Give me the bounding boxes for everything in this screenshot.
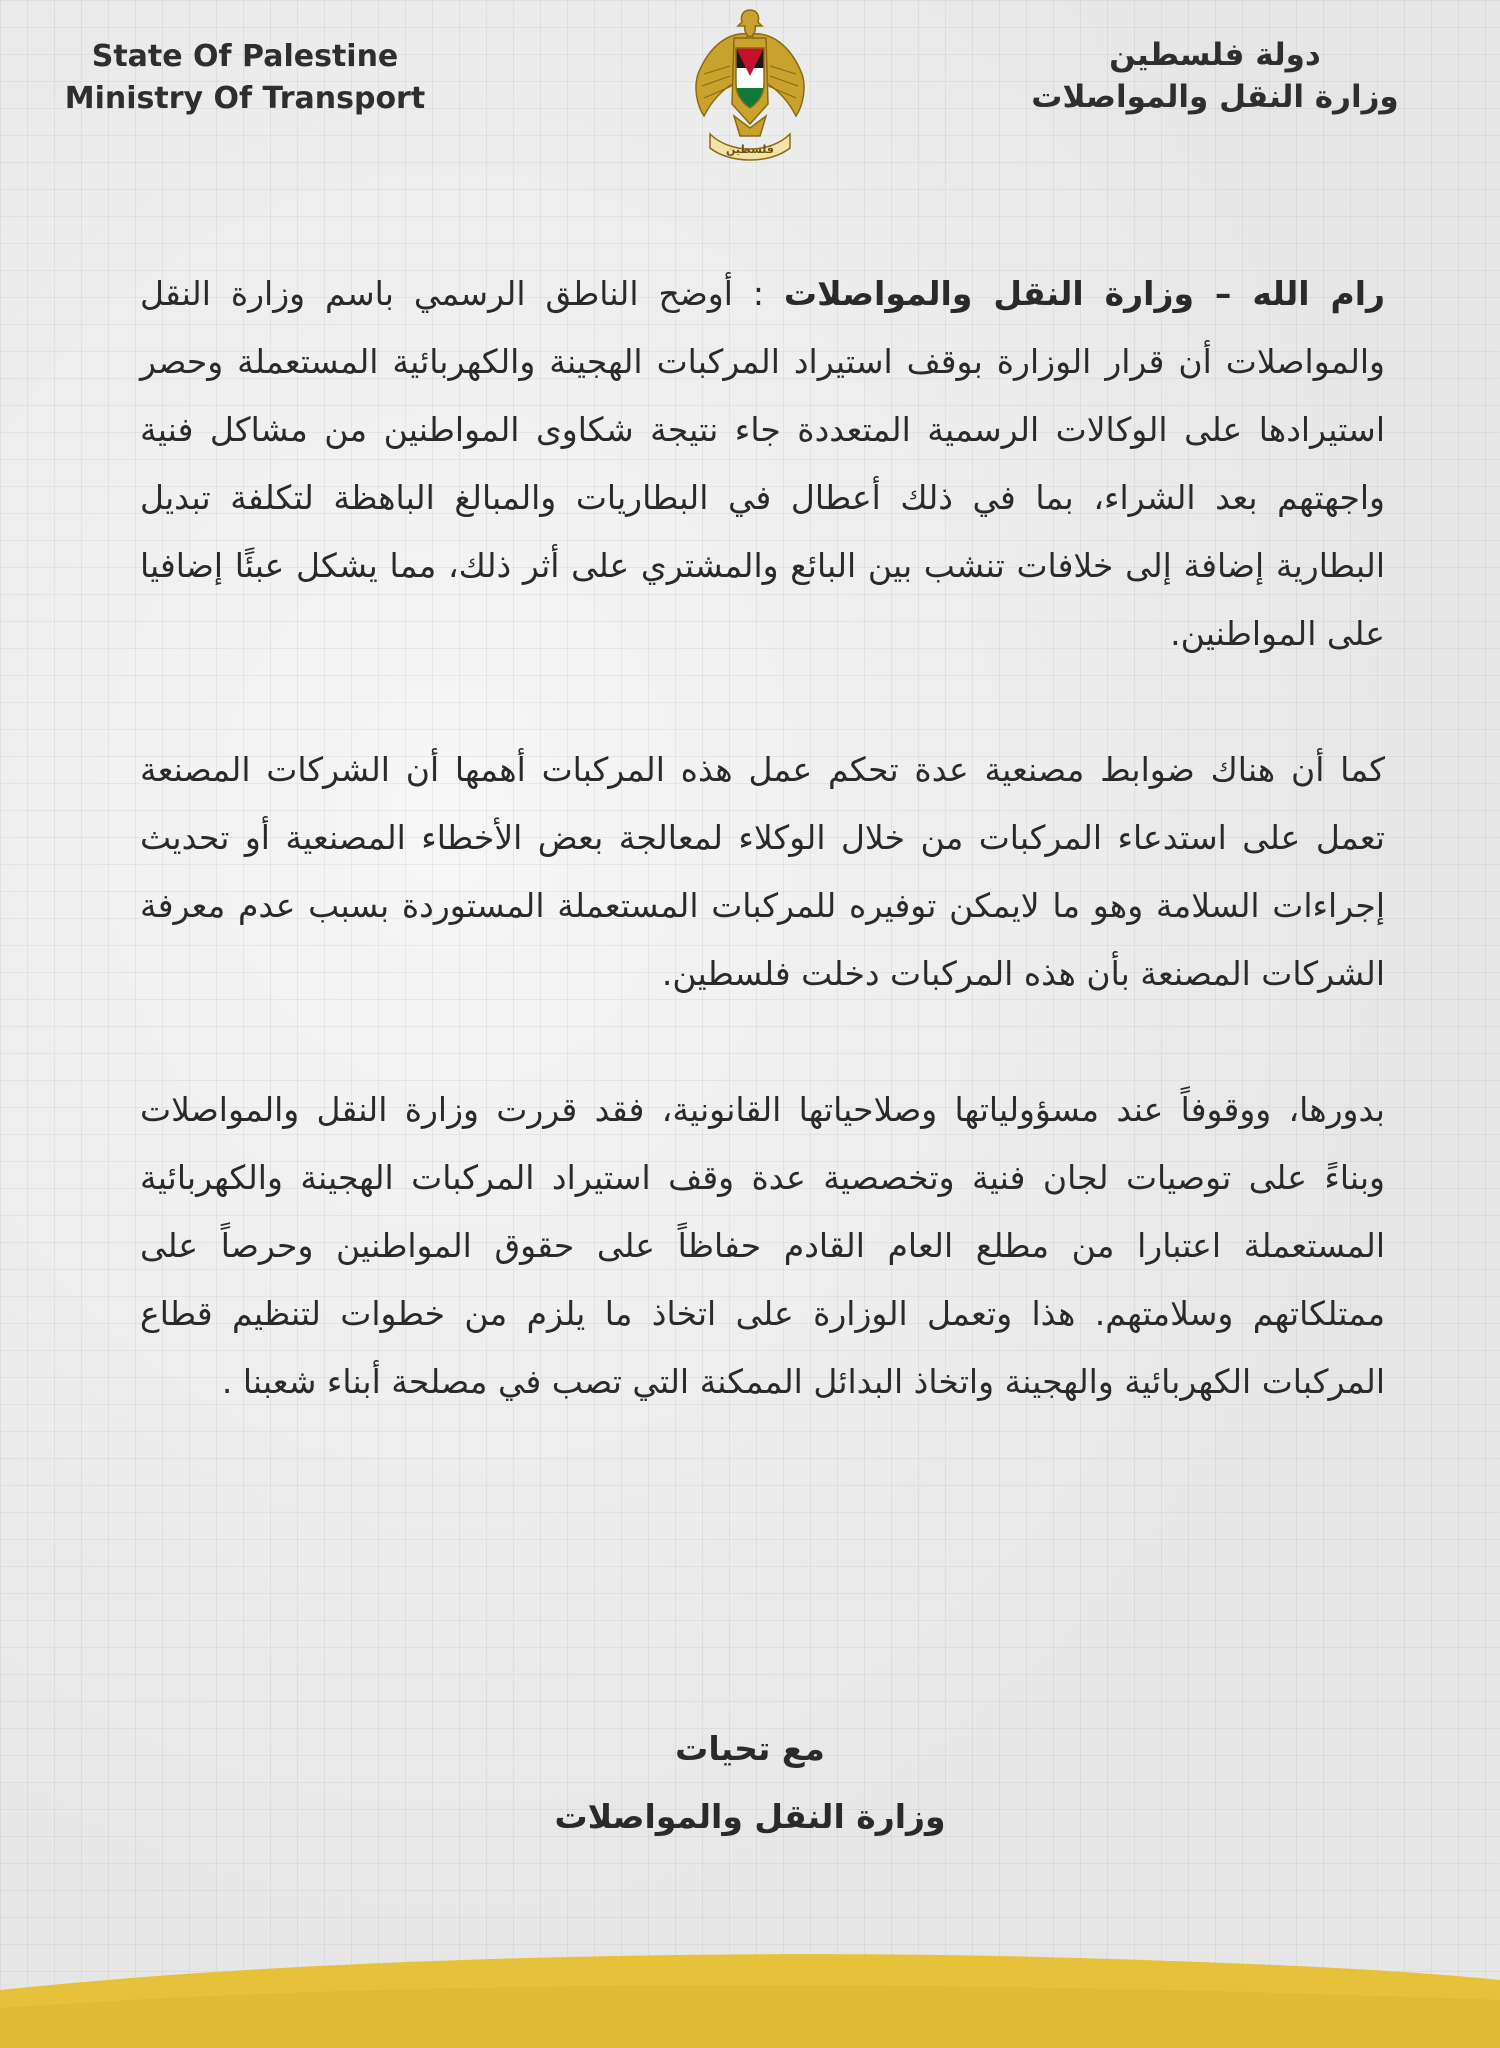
footer-yellow-band [0,1950,1500,2048]
letterhead [0,0,1500,170]
arabic-state-name: دولة فلسطين [1109,37,1321,73]
arabic-letterhead [1005,34,1425,118]
english-ministry-name: Ministry Of Transport [64,81,426,116]
emblem-head [738,10,762,37]
dateline: رام الله – وزارة النقل والمواصلات [783,274,1386,313]
press-statement-body [140,260,1385,1484]
arabic-ministry-name: وزارة النقل والمواصلات [1031,79,1399,115]
closing-greeting: مع تحيات [675,1729,825,1768]
palestine-eagle-emblem-icon [690,4,810,164]
paragraph-1 [140,260,1385,668]
closing-ministry-name: وزارة النقل والمواصلات [554,1797,946,1836]
english-letterhead [60,36,430,120]
paragraph-3: بدورها، ووقوفاً عند مسؤولياتها وصلاحياتها القانونية، فقد قررت وزارة النقل والمواصلات وبناءً على توصيات لجان فنية وتخصصية عدة وقف استيراد المركبات الهجينة والكهربائية المستعملة اعتبارا من مطلع العام القادم حفاظاً على حقوق المواطنين وحرصاً على ممتلكاتهم وسلامتهم. هذا وتعمل الوزارة على اتخاذ ما يلزم من خطوات لتنظيم قطاع المركبات الكهربائية والهجينة واتخاذ البدائل الممكنة التي تصب في مصلحة أبناء شعبنا . [140,1090,1385,1401]
paragraph-1-text: : أوضح الناطق الرسمي باسم وزارة النقل والمواصلات أن قرار الوزارة بوقف استيراد المركبات الهجينة والكهربائية المستعملة وحصر استيرادها على الوكالات الرسمية المتعددة جاء نتيجة شكاوى المواطنين من مشاكل فنية واجهتهم بعد الشراء، بما في ذلك أعطال في البطاريات والمبالغ الباهظة لتكلفة تبديل البطارية إضافة إلى خلافات تنشب بين البائع والمشتري على أثر ذلك، مما يشكل عبئًا إضافيا على المواطنين. [140,274,1385,653]
english-state-name: State Of Palestine [91,39,399,74]
emblem-caption: فلسطين [726,143,774,156]
paragraph-2: كما أن هناك ضوابط مصنعية عدة تحكم عمل هذه المركبات أهمها أن الشركات المصنعة تعمل على استدعاء المركبات من خلال الوكلاء لمعالجة بعض الأخطاء المصنعية أو تحديث إجراءات السلامة وهو ما لايمكن توفيره للمركبات المستعملة المستوردة بسبب عدم معرفة الشركات المصنعة بأن هذه المركبات دخلت فلسطين. [140,750,1385,993]
closing-signature [0,1715,1500,1851]
